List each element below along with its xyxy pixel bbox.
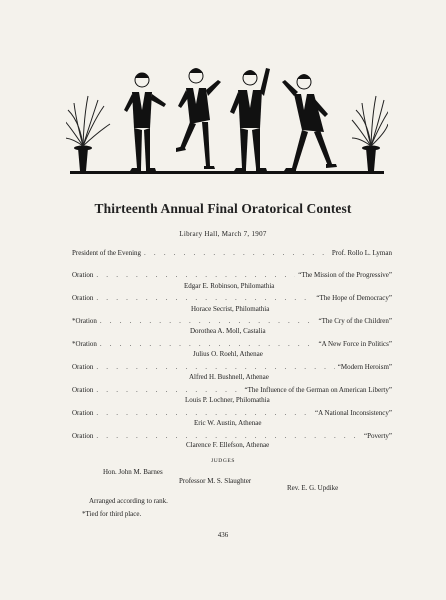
program-label: Oration (72, 271, 94, 279)
speaker-name: Julius O. Roehl, Athenae (193, 350, 263, 358)
program-row (72, 432, 392, 440)
judge-name: Rev. E. G. Updike (287, 484, 339, 492)
speaker-name: Dorothea A. Moll, Castalia (190, 327, 266, 335)
program-row (72, 409, 392, 417)
program-label: Oration (72, 294, 94, 302)
program-label: Oration (72, 409, 94, 417)
potted-palm-icon (352, 96, 388, 171)
orator-figure-icon (230, 68, 270, 171)
oration-title: “The Hope of Democracy” (316, 294, 392, 302)
program-row (72, 317, 392, 325)
program-row (72, 271, 392, 279)
oration-title: “Poverty” (364, 432, 392, 440)
oration-title: “A National Inconsistency” (315, 409, 392, 417)
speaker-name: Horace Secrist, Philomathia (191, 305, 270, 313)
oration-title: “A New Force in Politics” (318, 340, 392, 348)
program-row (72, 386, 392, 394)
program-row (72, 340, 392, 348)
leader-dots (96, 271, 295, 279)
leader-dots (96, 363, 334, 371)
leader-dots (144, 249, 329, 257)
speaker-name: Louis P. Lochner, Philomathia (185, 396, 270, 404)
orators-illustration (66, 58, 388, 178)
leader-dots (96, 432, 361, 440)
program-row (72, 294, 392, 302)
judge-name: Hon. John M. Barnes (103, 468, 163, 476)
program-label: *Oration (72, 340, 97, 348)
page-title: Thirteenth Annual Final Oratorical Contest (94, 201, 352, 216)
orator-figure-icon (176, 68, 221, 169)
oration-title: “The Mission of the Progressive” (298, 271, 392, 279)
speaker-name: Eric W. Austin, Athenae (194, 419, 262, 427)
program-label: Oration (72, 386, 94, 394)
speaker-name: Edgar E. Robinson, Philomathia (184, 282, 275, 290)
leader-dots (96, 409, 312, 417)
page-number: 436 (217, 531, 229, 539)
program-label: President of the Evening (72, 249, 142, 257)
potted-palm-icon (66, 96, 110, 171)
judge-name: Professor M. S. Slaughter (179, 477, 252, 485)
program-row (72, 363, 392, 371)
program-label: *Oration (72, 317, 97, 325)
event-location-date: Library Hall, March 7, 1907 (179, 230, 267, 238)
leader-dots (100, 317, 316, 325)
ranking-note: Arranged according to rank. (89, 497, 168, 505)
orator-figure-icon (124, 73, 166, 171)
leader-dots (100, 340, 316, 348)
program-label: Oration (72, 432, 94, 440)
leader-dots (96, 386, 241, 394)
oration-title: “The Cry of the Children” (318, 317, 392, 325)
program-value: Prof. Rollo L. Lyman (331, 249, 392, 257)
speaker-name: Clarence F. Ellefson, Athenae (186, 441, 270, 449)
leader-dots (96, 294, 313, 302)
program-label: Oration (72, 363, 94, 371)
oration-title: “Modern Heroism” (337, 363, 392, 371)
stage-floor (70, 171, 384, 174)
program-row (72, 249, 392, 257)
orator-figure-icon (282, 74, 337, 171)
speaker-name: Alfred H. Bushnell, Athenae (189, 373, 269, 381)
tie-footnote: *Tied for third place. (82, 510, 142, 518)
judges-heading: JUDGES (210, 458, 236, 464)
oration-title: “The Influence of the German on American Liberty” (244, 386, 392, 394)
